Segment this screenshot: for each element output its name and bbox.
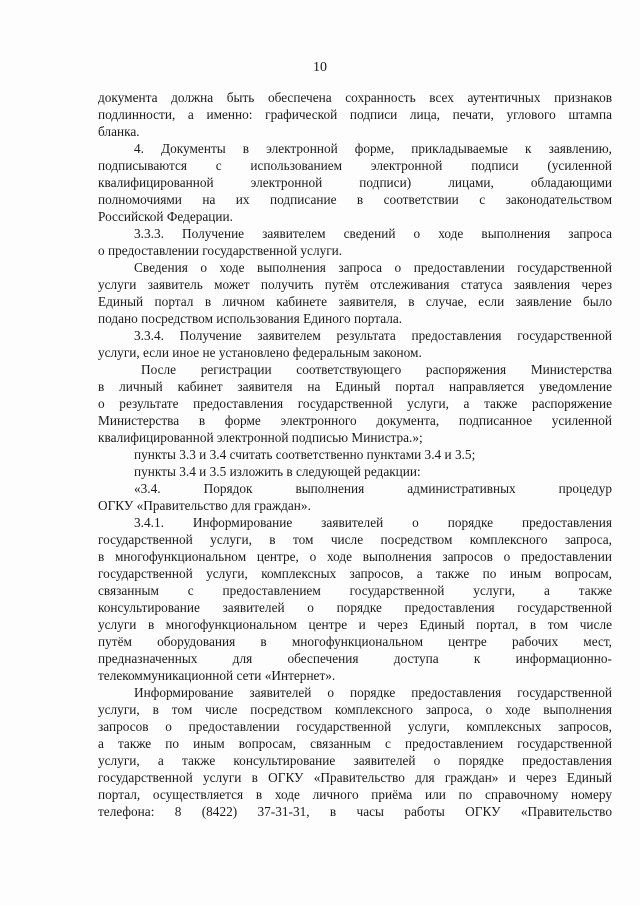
text-line: пункты 3.3 и 3.4 считать соответственно пунктами 3.4 и 3.5;	[134, 447, 476, 462]
text-line: услуги, а также консультирование заявителей о порядке предоставления	[98, 753, 612, 768]
text-line: услуги, если иное не установлено федеральным законом.	[98, 345, 422, 360]
text-line: государственной услуги, комплексных запросов, а также по иным вопросам,	[98, 566, 612, 581]
text-line: Единый портал в личном кабинете заявителя, в случае, если заявление было	[98, 294, 612, 309]
text-line: Сведения о ходе выполнения запроса о предоставлении государственной	[134, 260, 612, 275]
text-line: услуги, в том числе посредством комплексного запроса, о ходе выполнения	[98, 702, 612, 717]
text-line: о предоставлении государственной услуги.	[98, 243, 343, 258]
text-line: «3.4. Порядок выполнения административных процедур	[134, 481, 612, 496]
text-line: услуги заявитель может получить путём отслеживания статуса заявления через	[98, 277, 612, 292]
text-line: подлинности, а именно: графической подписи лица, печати, углового штампа	[98, 107, 612, 122]
text-line: бланка.	[98, 124, 140, 139]
text-line: После регистрации соответствующего распоряжения Министерства	[141, 362, 612, 377]
text-line: Российской Федерации.	[98, 209, 233, 224]
text-line: подано посредством использования Единого портала.	[98, 311, 403, 326]
text-line: 3.3.4. Получение заявителем результата предоставления государственной	[134, 328, 612, 343]
text-line: Министерства в форме электронного документа, подписанное усиленной	[98, 413, 612, 428]
text-line: полномочиями на их подписание в соответствии с законодательством	[98, 192, 612, 207]
text-line: портал, осуществляется в ходе личного приёма или по справочному номеру	[98, 787, 612, 802]
text-line: государственной услуги в ОГКУ «Правительство для граждан» и через Единый	[98, 770, 612, 785]
text-line: квалифицированной электронной подписью Министра.»;	[98, 430, 423, 445]
text-line: телефона: 8 (8422) 37-31-31, в часы работы ОГКУ «Правительство	[98, 804, 612, 819]
text-line: государственной услуги, в том числе посредством комплексного запроса,	[98, 532, 612, 547]
text-line: в личный кабинет заявителя на Единый портал направляется уведомление	[98, 379, 612, 394]
text-line: о результате предоставления государственной услуги, а также распоряжение	[98, 396, 612, 411]
text-line: Информирование заявителей о порядке предоставления государственной	[134, 685, 612, 700]
document-body	[98, 89, 612, 820]
text-line: а также по иным вопросам, связанным с предоставлением государственной	[98, 736, 612, 751]
text-line: в многофункциональном центре, о ходе выполнения запросов о предоставлении	[98, 549, 612, 564]
text-line: 3.4.1. Информирование заявителей о порядке предоставления	[134, 515, 612, 530]
text-line: 4. Документы в электронной форме, прикладываемые к заявлению,	[134, 141, 612, 156]
text-line: услуги в многофункциональном центре и через Единый портал, в том числе	[98, 617, 612, 632]
text-line: подписываются с использованием электронной подписи (усиленной	[98, 158, 612, 173]
text-line: пункты 3.4 и 3.5 изложить в следующей редакции:	[134, 464, 421, 479]
text-line: 3.3.3. Получение заявителем сведений о ходе выполнения запроса	[134, 226, 612, 241]
text-line: предназначенных для обеспечения доступа к информационно-	[98, 651, 612, 666]
text-line: ОГКУ «Правительство для граждан».	[98, 498, 311, 513]
text-line: консультирование заявителей о порядке предоставления государственной	[98, 600, 612, 615]
text-line: квалифицированной электронной подписи) лицами, обладающими	[98, 175, 612, 190]
text-line: телекоммуникационной сети «Интернет».	[98, 668, 336, 683]
text-line: связанным с предоставлением государственной услуги, а также	[98, 583, 612, 598]
text-line: документа должна быть обеспечена сохранность всех аутентичных признаков	[98, 90, 612, 105]
text-line: запросов о предоставлении государственной услуги, комплексных запросов,	[98, 719, 612, 734]
page-number: 10	[313, 60, 327, 75]
text-line: путём оборудования в многофункциональном центре рабочих мест,	[98, 634, 612, 649]
